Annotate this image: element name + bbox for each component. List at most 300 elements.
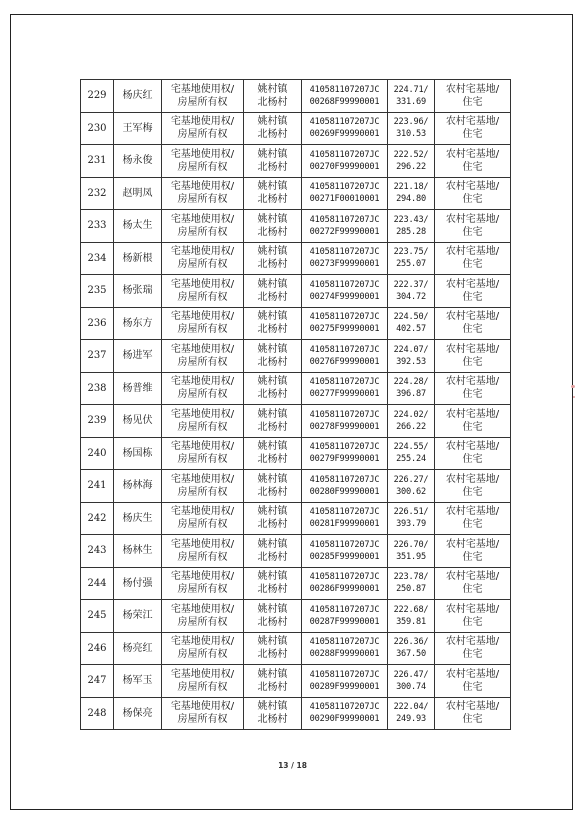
right-type-line: 宅基地使用权/: [170, 311, 235, 323]
unit-code-line: 410581107207JC: [309, 214, 380, 225]
owner-name-cell: 杨普维: [114, 372, 162, 405]
owner-name-cell: 杨进军: [114, 340, 162, 373]
right-type-cell: [162, 697, 244, 730]
right-type-line: 宅基地使用权/: [170, 148, 235, 160]
row-number-cell: 244: [81, 567, 114, 600]
area-line: 224.71/: [393, 84, 429, 95]
owner-name-cell: 杨荣江: [114, 600, 162, 633]
right-type-line: 房屋所有权: [177, 324, 228, 336]
usage-line: 农村宅基地/: [445, 376, 500, 388]
area-line: 249.93: [396, 714, 426, 725]
area-cell: [388, 372, 435, 405]
right-type-line: 房屋所有权: [177, 616, 228, 628]
area-line: 223.75/: [393, 247, 429, 258]
location-cell: [244, 275, 302, 308]
unit-code-cell: [302, 340, 388, 373]
right-type-line: 房屋所有权: [177, 486, 228, 498]
right-type-line: 宅基地使用权/: [170, 571, 235, 583]
area-line: 266.22: [396, 421, 426, 432]
registry-table-container: [80, 79, 510, 730]
right-type-line: 房屋所有权: [177, 584, 228, 596]
owner-name-cell: 杨东方: [114, 307, 162, 340]
unit-code-line: 410581107207JC: [309, 377, 380, 388]
area-cell: [388, 567, 435, 600]
area-line: 222.37/: [393, 279, 429, 290]
area-line: 359.81: [396, 616, 426, 627]
location-cell: [244, 177, 302, 210]
usage-line: 住宅: [462, 226, 483, 238]
right-type-cell: [162, 177, 244, 210]
usage-cell: [435, 502, 511, 535]
row-number-cell: 237: [81, 340, 114, 373]
row-number-cell: 230: [81, 112, 114, 145]
right-type-line: 宅基地使用权/: [170, 506, 235, 518]
area-line: 285.28: [396, 226, 426, 237]
usage-cell: [435, 372, 511, 405]
usage-cell: [435, 112, 511, 145]
right-type-line: 房屋所有权: [177, 291, 228, 303]
usage-cell: [435, 80, 511, 113]
area-cell: [388, 80, 435, 113]
owner-name-cell: 杨亮红: [114, 632, 162, 665]
usage-line: 农村宅基地/: [445, 571, 500, 583]
location-line: 姚村镇: [257, 668, 288, 680]
usage-line: 住宅: [462, 519, 483, 531]
right-type-cell: [162, 80, 244, 113]
table-row: [81, 502, 511, 535]
area-cell: [388, 502, 435, 535]
location-line: 姚村镇: [257, 246, 288, 258]
table-row: [81, 340, 511, 373]
owner-name-cell: 杨林生: [114, 535, 162, 568]
area-line: 224.02/: [393, 409, 429, 420]
right-type-cell: [162, 307, 244, 340]
row-number-cell: 248: [81, 697, 114, 730]
unit-code-line: 00268F99990001: [309, 96, 380, 107]
owner-name-cell: 杨林海: [114, 470, 162, 503]
area-line: 392.53: [396, 356, 426, 367]
area-line: 226.36/: [393, 637, 429, 648]
unit-code-line: 00270F99990001: [309, 161, 380, 172]
area-line: 396.87: [396, 389, 426, 400]
area-cell: [388, 632, 435, 665]
table-row: [81, 177, 511, 210]
location-cell: [244, 567, 302, 600]
owner-name-cell: 赵明凤: [114, 177, 162, 210]
unit-code-line: 00271F00010001: [309, 194, 380, 205]
location-line: 姚村镇: [257, 701, 288, 713]
area-cell: [388, 275, 435, 308]
unit-code-line: 410581107207JC: [309, 344, 380, 355]
location-cell: [244, 632, 302, 665]
right-type-line: 宅基地使用权/: [170, 343, 235, 355]
area-line: 255.24: [396, 454, 426, 465]
location-line: 姚村镇: [257, 343, 288, 355]
location-line: 姚村镇: [257, 603, 288, 615]
unit-code-line: 00276F99990001: [309, 356, 380, 367]
usage-cell: [435, 437, 511, 470]
right-type-line: 宅基地使用权/: [170, 636, 235, 648]
right-type-line: 房屋所有权: [177, 454, 228, 466]
location-cell: [244, 535, 302, 568]
ink-speck: [573, 396, 575, 398]
unit-code-cell: [302, 372, 388, 405]
location-cell: [244, 470, 302, 503]
area-line: 296.22: [396, 161, 426, 172]
location-line: 姚村镇: [257, 441, 288, 453]
unit-code-line: 410581107207JC: [309, 149, 380, 160]
location-line: 姚村镇: [257, 636, 288, 648]
location-line: 北杨村: [257, 519, 288, 531]
right-type-line: 房屋所有权: [177, 194, 228, 206]
owner-name-cell: 杨付强: [114, 567, 162, 600]
right-type-line: 房屋所有权: [177, 129, 228, 141]
right-type-line: 宅基地使用权/: [170, 408, 235, 420]
table-row: [81, 405, 511, 438]
area-line: 402.57: [396, 324, 426, 335]
right-type-line: 宅基地使用权/: [170, 701, 235, 713]
row-number-cell: 242: [81, 502, 114, 535]
right-type-cell: [162, 535, 244, 568]
row-number-cell: 231: [81, 145, 114, 178]
location-line: 北杨村: [257, 616, 288, 628]
right-type-cell: [162, 470, 244, 503]
registry-table-body: [81, 80, 511, 730]
unit-code-line: 00278F99990001: [309, 421, 380, 432]
usage-cell: [435, 567, 511, 600]
table-row: [81, 437, 511, 470]
area-cell: [388, 405, 435, 438]
right-type-cell: [162, 405, 244, 438]
location-line: 姚村镇: [257, 538, 288, 550]
usage-line: 住宅: [462, 194, 483, 206]
area-cell: [388, 437, 435, 470]
owner-name-cell: 杨新根: [114, 242, 162, 275]
location-line: 北杨村: [257, 291, 288, 303]
location-line: 北杨村: [257, 389, 288, 401]
right-type-cell: [162, 372, 244, 405]
location-cell: [244, 600, 302, 633]
location-line: 姚村镇: [257, 571, 288, 583]
location-cell: [244, 372, 302, 405]
unit-code-line: 410581107207JC: [309, 182, 380, 193]
right-type-line: 房屋所有权: [177, 356, 228, 368]
table-row: [81, 372, 511, 405]
right-type-cell: [162, 567, 244, 600]
usage-line: 住宅: [462, 161, 483, 173]
right-type-line: 宅基地使用权/: [170, 603, 235, 615]
unit-code-cell: [302, 80, 388, 113]
unit-code-line: 410581107207JC: [309, 669, 380, 680]
area-line: 351.95: [396, 551, 426, 562]
right-type-cell: [162, 437, 244, 470]
location-cell: [244, 502, 302, 535]
usage-line: 农村宅基地/: [445, 636, 500, 648]
area-line: 226.27/: [393, 474, 429, 485]
table-row: [81, 275, 511, 308]
usage-line: 住宅: [462, 291, 483, 303]
area-cell: [388, 340, 435, 373]
unit-code-cell: [302, 275, 388, 308]
usage-line: 住宅: [462, 551, 483, 563]
right-type-line: 房屋所有权: [177, 714, 228, 726]
area-line: 223.78/: [393, 572, 429, 583]
location-line: 姚村镇: [257, 311, 288, 323]
area-line: 224.07/: [393, 344, 429, 355]
location-line: 北杨村: [257, 129, 288, 141]
location-line: 北杨村: [257, 324, 288, 336]
area-line: 255.07: [396, 259, 426, 270]
owner-name-cell: 杨庆红: [114, 80, 162, 113]
unit-code-line: 410581107207JC: [309, 702, 380, 713]
area-line: 300.74: [396, 681, 426, 692]
area-line: 310.53: [396, 129, 426, 140]
unit-code-line: 00288F99990001: [309, 649, 380, 660]
unit-code-line: 00277F99990001: [309, 389, 380, 400]
usage-cell: [435, 665, 511, 698]
table-row: [81, 112, 511, 145]
unit-code-cell: [302, 632, 388, 665]
area-cell: [388, 145, 435, 178]
usage-line: 农村宅基地/: [445, 441, 500, 453]
area-line: 223.43/: [393, 214, 429, 225]
right-type-line: 房屋所有权: [177, 681, 228, 693]
unit-code-line: 410581107207JC: [309, 474, 380, 485]
unit-code-line: 00289F99990001: [309, 681, 380, 692]
unit-code-line: 00269F99990001: [309, 129, 380, 140]
owner-name-cell: 杨保亮: [114, 697, 162, 730]
table-row: [81, 80, 511, 113]
unit-code-cell: [302, 535, 388, 568]
area-cell: [388, 697, 435, 730]
usage-line: 农村宅基地/: [445, 181, 500, 193]
location-cell: [244, 145, 302, 178]
row-number-cell: 247: [81, 665, 114, 698]
area-line: 226.70/: [393, 539, 429, 550]
usage-line: 农村宅基地/: [445, 116, 500, 128]
unit-code-cell: [302, 437, 388, 470]
unit-code-line: 410581107207JC: [309, 539, 380, 550]
area-cell: [388, 470, 435, 503]
usage-cell: [435, 535, 511, 568]
usage-line: 住宅: [462, 324, 483, 336]
usage-line: 农村宅基地/: [445, 668, 500, 680]
owner-name-cell: 杨军玉: [114, 665, 162, 698]
unit-code-line: 00279F99990001: [309, 454, 380, 465]
location-line: 北杨村: [257, 454, 288, 466]
row-number-cell: 243: [81, 535, 114, 568]
usage-cell: [435, 307, 511, 340]
area-line: 224.28/: [393, 377, 429, 388]
area-line: 393.79: [396, 519, 426, 530]
unit-code-line: 410581107207JC: [309, 312, 380, 323]
location-line: 姚村镇: [257, 376, 288, 388]
table-row: [81, 697, 511, 730]
usage-line: 住宅: [462, 259, 483, 271]
usage-line: 住宅: [462, 649, 483, 661]
area-line: 221.18/: [393, 182, 429, 193]
location-cell: [244, 340, 302, 373]
unit-code-cell: [302, 600, 388, 633]
table-row: [81, 210, 511, 243]
right-type-line: 房屋所有权: [177, 421, 228, 433]
usage-cell: [435, 470, 511, 503]
unit-code-cell: [302, 502, 388, 535]
location-cell: [244, 437, 302, 470]
row-number-cell: 240: [81, 437, 114, 470]
usage-cell: [435, 177, 511, 210]
right-type-line: 房屋所有权: [177, 389, 228, 401]
area-cell: [388, 210, 435, 243]
location-line: 北杨村: [257, 714, 288, 726]
location-line: 姚村镇: [257, 83, 288, 95]
owner-name-cell: 杨太生: [114, 210, 162, 243]
registry-table: [80, 79, 511, 730]
usage-line: 住宅: [462, 454, 483, 466]
right-type-line: 宅基地使用权/: [170, 538, 235, 550]
unit-code-line: 00281F99990001: [309, 519, 380, 530]
area-line: 367.50: [396, 649, 426, 660]
unit-code-line: 00287F99990001: [309, 616, 380, 627]
usage-line: 农村宅基地/: [445, 83, 500, 95]
row-number-cell: 234: [81, 242, 114, 275]
location-line: 北杨村: [257, 161, 288, 173]
area-line: 304.72: [396, 291, 426, 302]
row-number-cell: 239: [81, 405, 114, 438]
usage-line: 住宅: [462, 129, 483, 141]
usage-cell: [435, 405, 511, 438]
area-line: 294.80: [396, 194, 426, 205]
right-type-line: 宅基地使用权/: [170, 116, 235, 128]
location-cell: [244, 112, 302, 145]
unit-code-line: 00272F99990001: [309, 226, 380, 237]
right-type-line: 宅基地使用权/: [170, 83, 235, 95]
unit-code-line: 410581107207JC: [309, 117, 380, 128]
right-type-line: 宅基地使用权/: [170, 213, 235, 225]
right-type-line: 房屋所有权: [177, 519, 228, 531]
owner-name-cell: 王军梅: [114, 112, 162, 145]
row-number-cell: 229: [81, 80, 114, 113]
location-line: 姚村镇: [257, 213, 288, 225]
unit-code-line: 410581107207JC: [309, 442, 380, 453]
unit-code-line: 410581107207JC: [309, 409, 380, 420]
page-number: 13 / 18: [278, 761, 307, 770]
usage-line: 农村宅基地/: [445, 506, 500, 518]
location-cell: [244, 307, 302, 340]
usage-line: 住宅: [462, 421, 483, 433]
usage-line: 农村宅基地/: [445, 408, 500, 420]
unit-code-cell: [302, 665, 388, 698]
right-type-line: 宅基地使用权/: [170, 441, 235, 453]
unit-code-cell: [302, 112, 388, 145]
unit-code-cell: [302, 567, 388, 600]
unit-code-line: 410581107207JC: [309, 637, 380, 648]
usage-cell: [435, 632, 511, 665]
unit-code-cell: [302, 470, 388, 503]
right-type-cell: [162, 242, 244, 275]
right-type-cell: [162, 145, 244, 178]
unit-code-cell: [302, 307, 388, 340]
usage-line: 农村宅基地/: [445, 538, 500, 550]
usage-line: 农村宅基地/: [445, 311, 500, 323]
right-type-cell: [162, 112, 244, 145]
area-line: 250.87: [396, 584, 426, 595]
right-type-cell: [162, 632, 244, 665]
location-line: 姚村镇: [257, 278, 288, 290]
right-type-line: 房屋所有权: [177, 551, 228, 563]
area-cell: [388, 242, 435, 275]
location-cell: [244, 665, 302, 698]
area-cell: [388, 307, 435, 340]
usage-line: 住宅: [462, 616, 483, 628]
usage-line: 农村宅基地/: [445, 213, 500, 225]
table-row: [81, 307, 511, 340]
right-type-line: 宅基地使用权/: [170, 246, 235, 258]
unit-code-line: 410581107207JC: [309, 279, 380, 290]
table-row: [81, 535, 511, 568]
location-line: 北杨村: [257, 486, 288, 498]
right-type-line: 房屋所有权: [177, 259, 228, 271]
unit-code-line: 410581107207JC: [309, 572, 380, 583]
location-line: 北杨村: [257, 259, 288, 271]
location-line: 姚村镇: [257, 148, 288, 160]
location-line: 姚村镇: [257, 506, 288, 518]
right-type-line: 房屋所有权: [177, 649, 228, 661]
row-number-cell: 236: [81, 307, 114, 340]
unit-code-cell: [302, 177, 388, 210]
area-line: 224.50/: [393, 312, 429, 323]
area-line: 223.96/: [393, 117, 429, 128]
usage-line: 农村宅基地/: [445, 701, 500, 713]
usage-cell: [435, 600, 511, 633]
location-line: 北杨村: [257, 421, 288, 433]
usage-line: 农村宅基地/: [445, 278, 500, 290]
table-row: [81, 665, 511, 698]
unit-code-line: 00286F99990001: [309, 584, 380, 595]
right-type-cell: [162, 210, 244, 243]
usage-cell: [435, 210, 511, 243]
area-line: 222.52/: [393, 149, 429, 160]
area-line: 331.69: [396, 96, 426, 107]
ink-speck: [571, 385, 575, 388]
area-cell: [388, 535, 435, 568]
location-cell: [244, 80, 302, 113]
usage-line: 住宅: [462, 356, 483, 368]
right-type-cell: [162, 502, 244, 535]
row-number-cell: 238: [81, 372, 114, 405]
usage-cell: [435, 145, 511, 178]
right-type-cell: [162, 665, 244, 698]
table-row: [81, 145, 511, 178]
usage-line: 住宅: [462, 96, 483, 108]
location-line: 北杨村: [257, 584, 288, 596]
row-number-cell: 241: [81, 470, 114, 503]
unit-code-cell: [302, 145, 388, 178]
right-type-cell: [162, 340, 244, 373]
usage-line: 农村宅基地/: [445, 343, 500, 355]
unit-code-line: 00285F99990001: [309, 551, 380, 562]
right-type-line: 宅基地使用权/: [170, 181, 235, 193]
area-line: 226.47/: [393, 669, 429, 680]
unit-code-cell: [302, 697, 388, 730]
right-type-line: 房屋所有权: [177, 96, 228, 108]
row-number-cell: 235: [81, 275, 114, 308]
table-row: [81, 600, 511, 633]
row-number-cell: 246: [81, 632, 114, 665]
unit-code-line: 00290F99990001: [309, 714, 380, 725]
location-line: 北杨村: [257, 356, 288, 368]
area-line: 222.04/: [393, 702, 429, 713]
